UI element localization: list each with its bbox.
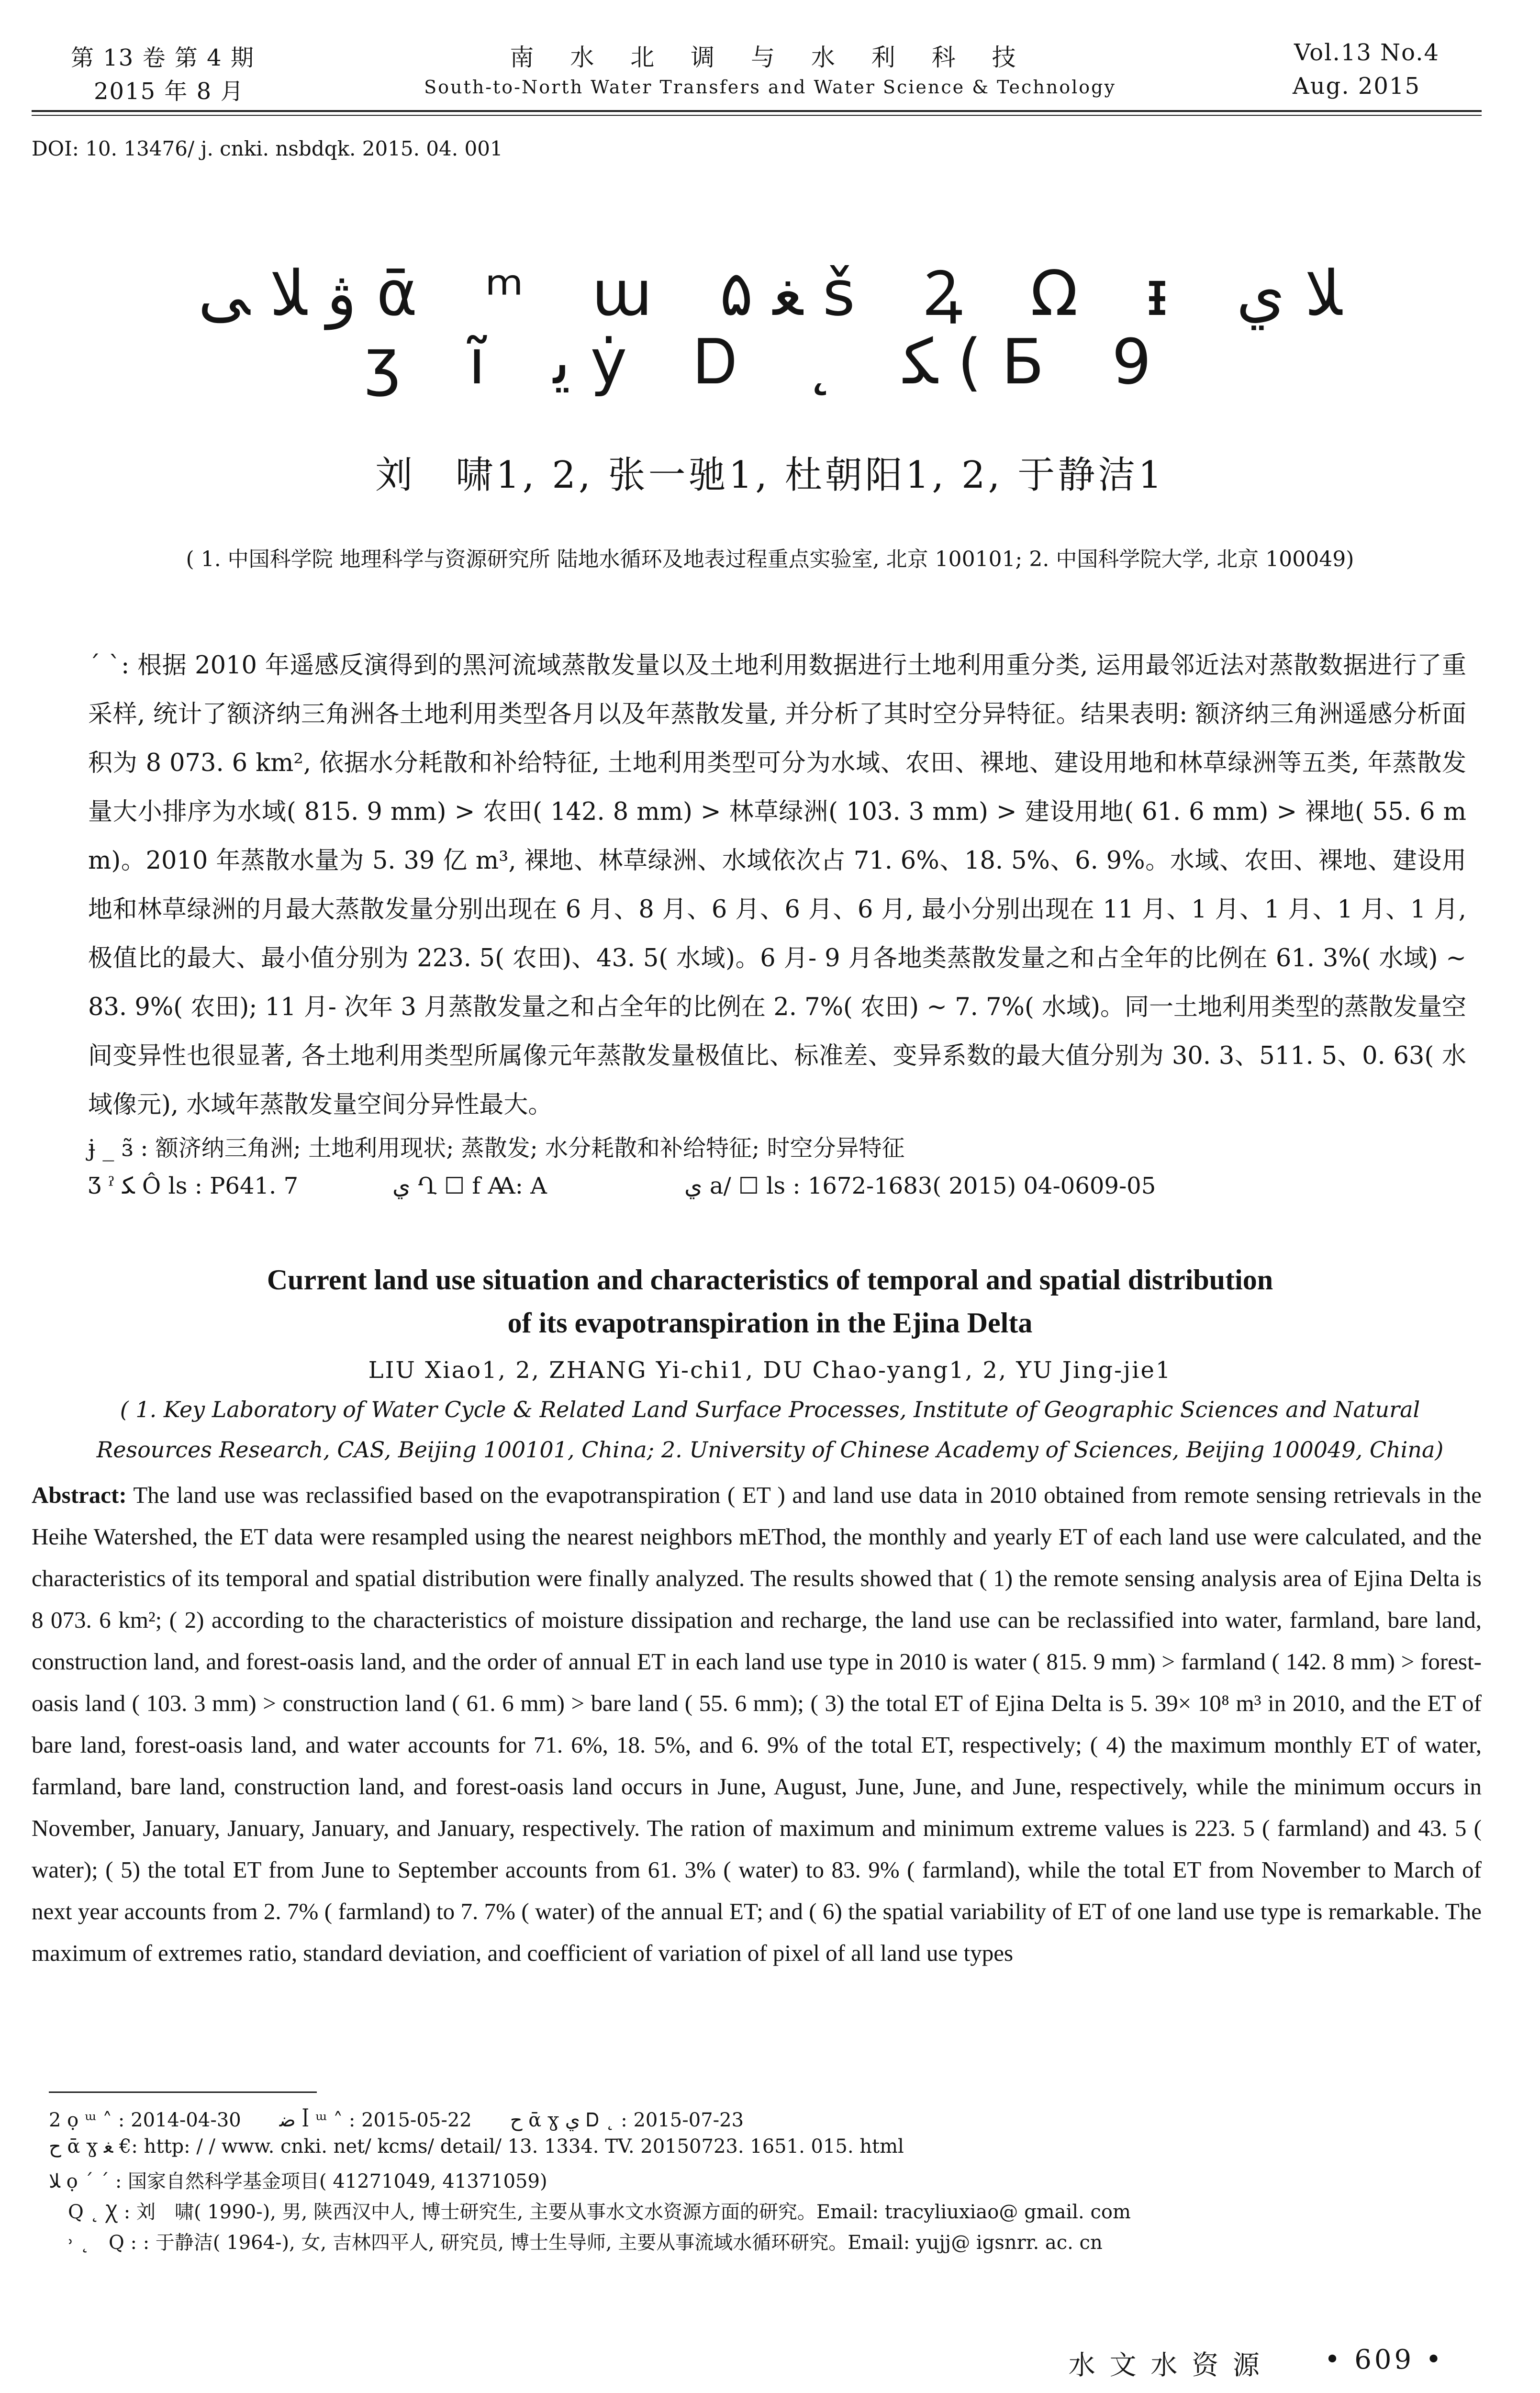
affiliation-cn: ( 1. 中国科学院 地理科学与资源研究所 陆地水循环及地表过程重点实验室, 北京 100101; 2. 中国科学院大学, 北京 100049) bbox=[186, 547, 1354, 571]
article-id-label: ي a/ ☐ ls bbox=[684, 1173, 786, 1199]
journal-title-cn: 南 水 北 调 与 水 利 科 技 bbox=[510, 44, 1030, 71]
doi: DOI: 10. 13476/ j. cnki. nsbdqk. 2015. 04. 001 bbox=[32, 137, 503, 160]
title-cn-line1: ۋ ﻼ ﯽ ᾱ ᵐ ɯ ۵ ﻐ š Ꝝ Ω ᵻ ﻼ ي bbox=[198, 257, 1342, 330]
abstract-cn-label: ˊ ˋ bbox=[88, 651, 122, 680]
date-cn: 2015 年 8 月 bbox=[94, 78, 245, 105]
keywords-cn bbox=[88, 1129, 904, 1163]
footer-section: 水 文 水 资 源 bbox=[1068, 2350, 1262, 2381]
clc-number bbox=[88, 1173, 298, 1199]
abstract-cn-text: : 根据 2010 年遥感反演得到的黑河流域蒸散发量以及土地利用数据进行土地利用重分类, 运用最邻近法对蒸散数据进行了重采样, 统计了额济纳三角洲各土地利用类型各月以及年蒸散发量, 并分析了其时空分异特征。结果表明: 额济纳三角洲遥感分析面积为 8 073. 6 km², 依据水分耗散和补给特征, 土地利用类型可分为水域、农田、裸地、建设用地和林草绿洲等五类, 年蒸散发量大小排序为水域( 815. 9 mm) > 农田( 142. 8 mm) > 林草绿洲( 103. 3 mm) > 建设用地( 61. 6 mm) > 裸地( 55. 6 mm)。2010 年蒸散水量为 5. 39 亿 m³, 裸地、林草绿洲、水域依次占 71. 6%、18. 5%、6. 9%。水域、农田、裸地、建设用地和林草绿洲的月最大蒸散发量分别出现在 6 月、8 月、6 月、6 月、6 月, 最小分别出现在 11 月、1 月、1 月、1 月、1 月, 极值比的最大、最小值分别为 223. 5( 农田)、43. 5( 水域)。6 月- 9 月各地类蒸散发量之和占全年的比例在 61. 3%( 水域) ~ 83. 9%( 农田); 11 月- 次年 3 月蒸散发量之和占全年的比例在 2. 7%( 农田) ~ 7. 7%( 水域)。同一土地利用类型的蒸散发量空间变异性也很显著, 各土地利用类型所属像元年蒸散发量极值比、标准差、变异系数的最大值分别为 30. 3、511. 5、0. 63( 水域像元), 水域年蒸散发量空间分异性最大。 bbox=[88, 651, 1466, 1119]
volume-issue-en: Vol.13 No.4 bbox=[1294, 39, 1440, 66]
volume-issue-cn: 第 13 卷 第 4 期 bbox=[71, 45, 255, 71]
page-number: • 609 • bbox=[1324, 2344, 1444, 2375]
header-rule-thin bbox=[32, 115, 1482, 116]
title-en-line2: of its evapotranspiration in the Ejina Delta bbox=[507, 1307, 1033, 1339]
title-en-line1: Current land use situation and characteristics of temporal and spatial distribution bbox=[267, 1264, 1273, 1296]
document-code bbox=[392, 1173, 547, 1199]
authors-cn: 刘 啸1, 2, 张一驰1, 杜朝阳1, 2, 于静洁1 bbox=[375, 454, 1165, 497]
header-rule bbox=[32, 110, 1482, 112]
article-id bbox=[684, 1173, 1156, 1199]
keywords-cn-label: ɉ _ ɜ̃ bbox=[88, 1135, 134, 1162]
clc-label: Ʒ ˀ ﮑ Ô ls bbox=[88, 1173, 188, 1199]
date-en: Aug. 2015 bbox=[1293, 73, 1420, 100]
footnote-rule bbox=[49, 2091, 317, 2093]
clc-value: : P641. 7 bbox=[194, 1173, 299, 1199]
title-cn-line2: ʒ ĩ ﻳ ẏ Ꭰ ˛ ﮑ ( Б 9 bbox=[365, 325, 1175, 398]
footnote-funding: ﻼ ọ ˊ ˊ : 国家自然科学基金项目( 41271049, 41371059) bbox=[49, 2170, 547, 2192]
footnote-dates: 2 ọ ᵚ ˄ : 2014-04-30 ﺿ ꟾ ᵚ ˄ : 2015-05-22 ﺡ ᾱ ɣ ي Ꭰ ˛ : 2015-07-23 bbox=[49, 2109, 744, 2131]
journal-title-en: South-to-North Water Transfers and Water Science & Technology bbox=[424, 77, 1116, 98]
affiliation-en-line1: ( 1. Key Laboratory of Water Cycle & Related Land Surface Processes, Institute of Geographic Sciences and Natural bbox=[120, 1397, 1420, 1422]
footnote-corresponding-author: ˒ ˛ Q : : 于静洁( 1964-), 女, 吉林四平人, 研究员, 博士生导师, 主要从事流域水循环研究。Email: yujj@ igsnrr. ac. cn bbox=[49, 2232, 1103, 2254]
affiliation-en-line2: Resources Research, CAS, Beijing 100101, China; 2. University of Chinese Academy of Sciences, Beijing 100049, China) bbox=[96, 1437, 1444, 1463]
abstract-en-label: Abstract: bbox=[32, 1482, 127, 1508]
document-code-sep: Ꜳ bbox=[488, 1173, 515, 1199]
article-id-value: : 1672-1683( 2015) 04-0609-05 bbox=[792, 1173, 1156, 1199]
footnote-online-url: ﺡ ᾱ ɣ ﻐ €: http: / / www. cnki. net/ kcms/ detail/ 13. 1334. TV. 20150723. 1651. 015. html bbox=[49, 2136, 904, 2158]
abstract-cn bbox=[88, 641, 1466, 1129]
keywords-cn-text: : 额济纳三角洲; 土地利用现状; 蒸散发; 水分耗散和补给特征; 时空分异特征 bbox=[140, 1135, 905, 1162]
abstract-en bbox=[32, 1474, 1482, 1974]
document-code-value: : A bbox=[515, 1173, 547, 1199]
abstract-en-text: The land use was reclassified based on the evapotranspiration ( ET ) and land use data in 2010 obtained from remote sensing retrievals in the Heihe Watershed, the ET data were resampled using the nearest neighbors mEThod, the monthly and yearly ET of each land use were calculated, and the characteristics of its temporal and spatial distribution were finally analyzed. The results showed that ( 1) the remote sensing analysis area of Ejina Delta is 8 073. 6 km²; ( 2) according to the characteristics of moisture dissipation and recharge, the land use can be reclassified into water, farmland, bare land, construction land, and forest-oasis land, and the order of annual ET in each land use type in 2010 is water ( 815. 9 mm) > farmland ( 142. 8 mm) > forest-oasis land ( 103. 3 mm) > construction land ( 61. 6 mm) > bare land ( 55. 6 mm); ( 3) the total ET of Ejina Delta is 5. 39× 10⁸ m³ in 2010, and the ET of bare land, forest-oasis land, and water accounts for 71. 6%, 18. 5%, and 6. 9% of the total ET, respectively; ( 4) the maximum monthly ET of water, farmland, bare land, construction land, and forest-oasis land occurs in June, August, June, June, and June, respectively, while the minimum occurs in November, January, January, January, and January, respectively. The ration of maximum and minimum extreme values is 223. 5 ( farmland) and 43. 5 ( water); ( 5) the total ET from June to September accounts from 61. 3% ( water) to 83. 9% ( farmland), while the total ET from November to March of next year accounts from 2. 7% ( farmland) to 7. 7% ( water) of the annual ET; and ( 6) the spatial variability of ET of one land use type is remarkable. The maximum of extremes ratio, standard deviation, and coefficient of variation of pixel of all land use types bbox=[32, 1482, 1482, 1966]
authors-en: LIU Xiao1, 2, ZHANG Yi-chi1, DU Chao-yang1, 2, YU Jing-jie1 bbox=[368, 1357, 1172, 1384]
footnote-first-author: Q ˛ Ꭓ : 刘 啸( 1990-), 男, 陕西汉中人, 博士研究生, 主要从事水文水资源方面的研究。Email: tracyliuxiao@ gmail. com bbox=[49, 2201, 1131, 2223]
document-code-label: ي Ղ ☐ f bbox=[392, 1173, 481, 1199]
